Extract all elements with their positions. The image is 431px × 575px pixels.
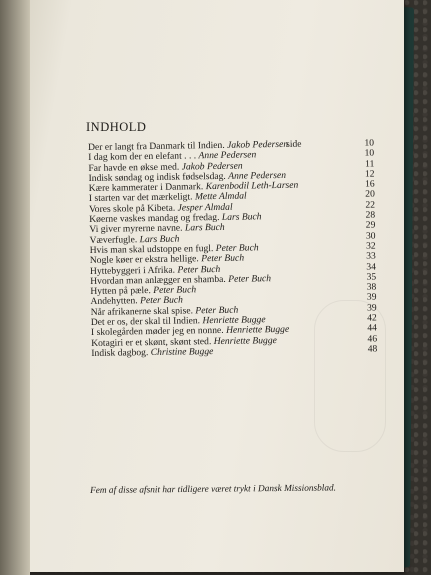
entry-author: Peter Buch xyxy=(195,304,239,317)
entry-author: Henriette Bugge xyxy=(202,314,266,327)
entry-author: Peter Buch xyxy=(153,284,197,297)
entry-page: 10 xyxy=(364,137,375,149)
entry-title: Indisk dagbog. xyxy=(91,347,149,359)
entry-page: 39 xyxy=(366,302,377,314)
entry-author: Anne Pedersen xyxy=(228,169,287,182)
entry-title: Andehytten. xyxy=(90,295,138,308)
entry-page: 39 xyxy=(366,291,377,304)
entry-author: Peter Buch xyxy=(139,294,184,307)
entry-author: Jesper Almdal xyxy=(177,201,233,214)
entry-title: Vores skole på Kibeta. xyxy=(88,202,176,215)
entry-title: I starten var det mærkeligt. xyxy=(88,191,193,205)
footnote: Fem af disse afsnit har tidligere været trykt i Dansk Missionsblad. xyxy=(90,483,337,496)
entry-author: Peter Buch xyxy=(228,273,272,285)
entry-title: Der er langt fra Danmark til Indien. xyxy=(87,139,225,153)
entry-page: 33 xyxy=(366,250,376,262)
side-label: side xyxy=(285,138,302,150)
entry-title: Vi giver myrerne navne. xyxy=(89,222,183,236)
entry-page: 20 xyxy=(365,188,375,201)
entry-title: Indisk søndag og indisk fødselsdag. xyxy=(88,170,226,184)
entry-title: Kotagiri er et skønt, skønt sted. xyxy=(91,335,212,349)
entry-page: 32 xyxy=(365,240,376,252)
entry-author: Peter Buch xyxy=(201,252,245,265)
entry-title: Hytten på pæle. xyxy=(90,285,151,298)
entry-author: Anne Pedersen xyxy=(198,149,257,162)
entry-title: Det er os, der skal til Indien. xyxy=(90,315,201,329)
entry-page: 22 xyxy=(365,199,376,211)
entry-author: Henriette Bugge xyxy=(225,324,290,337)
entry-page: 34 xyxy=(366,261,377,273)
entry-title: Kære kammerater i Danmark. xyxy=(88,181,204,195)
page-edge-shadow xyxy=(0,0,30,575)
entry-title: Hvordan man anlægger en shamba. xyxy=(90,273,226,287)
entry-author: Peter Buch xyxy=(177,263,221,276)
entry-title: Køerne vaskes mandag og fredag. xyxy=(89,212,220,226)
entry-author: Lars Buch xyxy=(184,222,225,234)
entry-author: Henriette Bugge xyxy=(213,334,277,347)
entry-author: Christine Bugge xyxy=(150,345,214,358)
entry-author: Jakob Pedersen xyxy=(181,160,243,173)
entry-author: Lars Buch xyxy=(221,211,262,223)
entry-title: Hyttebyggeri i Afrika. xyxy=(89,264,176,277)
entry-page: 12 xyxy=(364,168,375,180)
entry-author: Jakob Pedersen xyxy=(227,138,289,151)
entry-page: 35 xyxy=(366,271,377,283)
entry-author: Karenbodil Leth-Larsen xyxy=(205,179,299,193)
entry-title: Hvis man skal udstoppe en fugl. xyxy=(89,243,214,256)
entry-page: 42 xyxy=(367,312,377,324)
entry-page: 10 xyxy=(364,147,375,159)
entry-page: 28 xyxy=(365,209,376,221)
entry-page: 44 xyxy=(367,322,378,334)
table-of-contents xyxy=(88,139,377,360)
entry-title: Når afrikanerne skal spise. xyxy=(90,305,194,318)
entry-page: 11 xyxy=(365,158,375,170)
entry-title: I dag kom der en elefant . . . xyxy=(88,150,197,164)
entry-page: 30 xyxy=(365,230,376,242)
entry-author: Peter Buch xyxy=(215,242,259,254)
entry-author: Mette Almdal xyxy=(194,190,247,203)
entry-title: Væverfugle. xyxy=(89,233,138,246)
entry-page: 16 xyxy=(365,178,375,190)
entry-page: 48 xyxy=(367,343,378,355)
entry-page: 38 xyxy=(366,281,377,293)
toc-heading: INDHOLD xyxy=(86,120,147,134)
entry-title: Far havde en økse med. xyxy=(88,161,180,174)
entry-page: 29 xyxy=(365,219,376,232)
entry-page: 46 xyxy=(367,333,378,345)
entry-title: Nogle køer er ekstra hellige. xyxy=(89,253,199,267)
entry-title: I skolegården møder jeg en nonne. xyxy=(90,325,224,339)
entry-author: Lars Buch xyxy=(139,233,180,245)
